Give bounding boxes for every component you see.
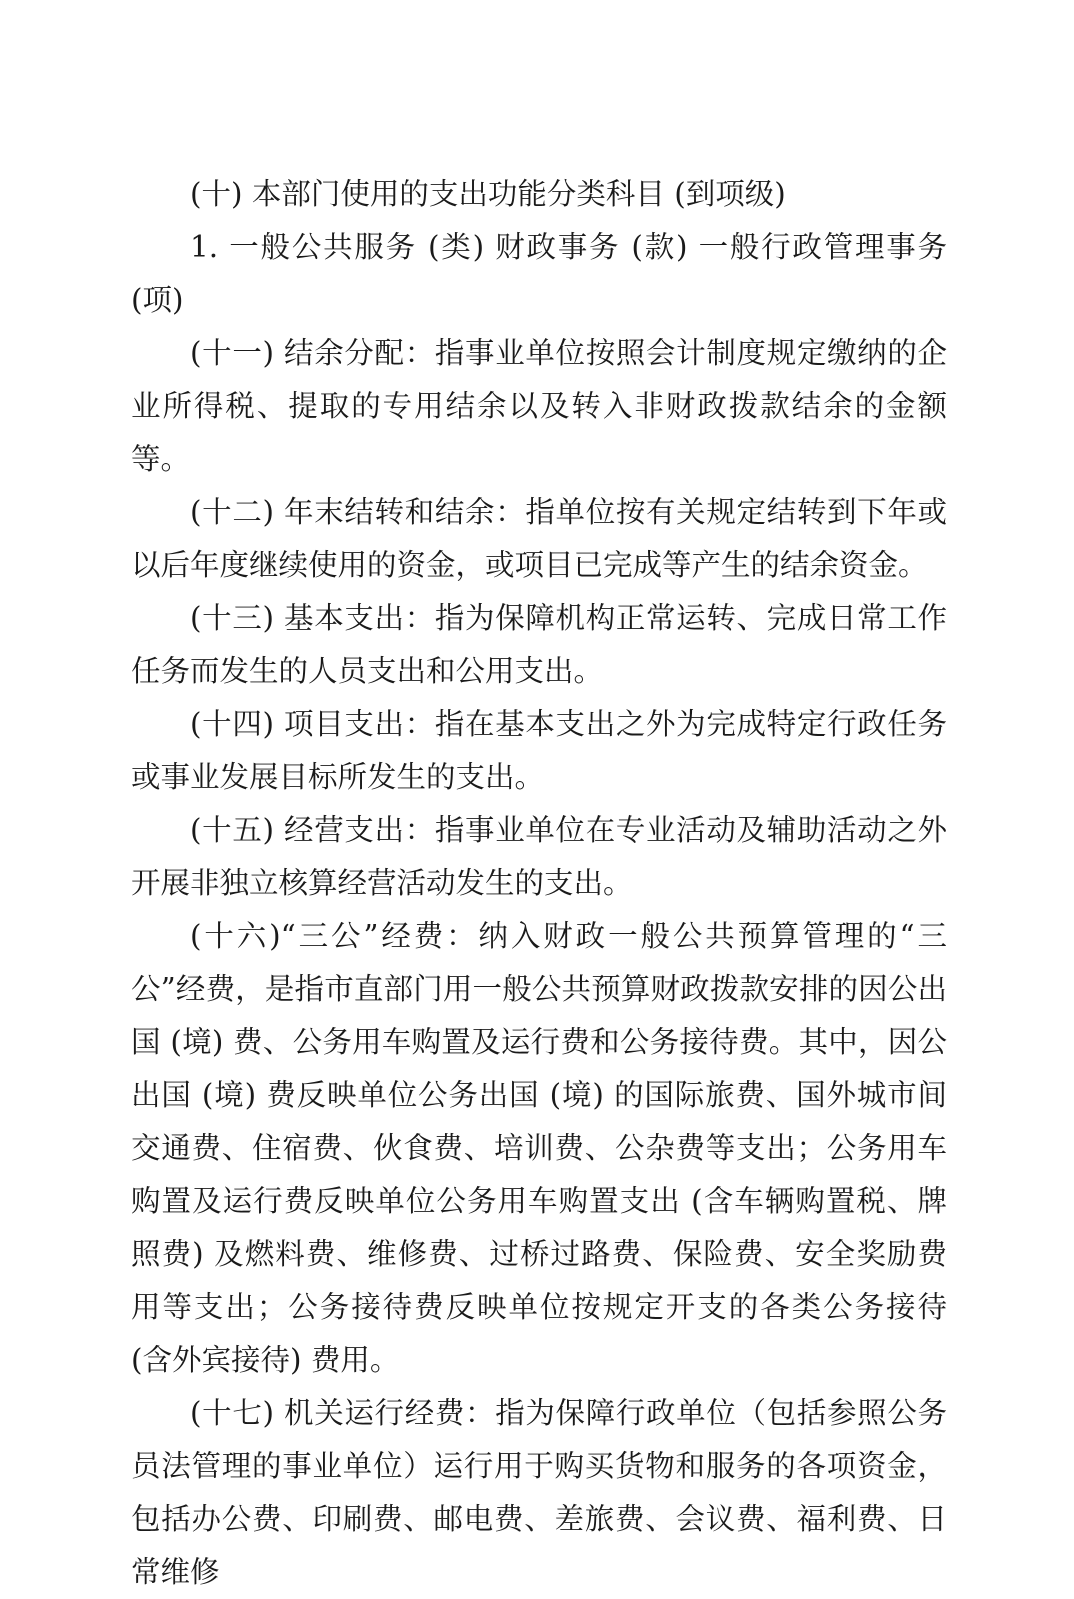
paragraph-section-17: (十七) 机关运行经费：指为保障行政单位（包括参照公务员法管理的事业单位）运行用于购买货物和服务的各项资金，包括办公费、印刷费、邮电费、差旅费、会议费、福利费、日常维修 [131, 1396, 947, 1589]
paragraph-section-10: (十) 本部门使用的支出功能分类科目 (到项级) [190, 177, 786, 211]
paragraph-section-16: (十六)“三公”经费：纳入财政一般公共预算管理的“三公”经费，是指市直部门用一般公共预算财政拨款安排的因公出国 (境) 费、公务用车购置及运行费和公务接待费。其中，因公出国 (境) 费反映单位公务出国 (境) 的国际旅费、国外城市间交通费、住宿费、伙食费、培训费、公杂费等支出；公务用车购置及运行费反映单位公务用车购置支出 (含车辆购置税、牌照费) 及燃料费、维修费、过桥过路费、保险费、安全奖励费用等支出；公务接待费反映单位按规定开支的各类公务接待 (含外宾接待) 费用。 [131, 919, 947, 1377]
paragraph-item-1: 1. 一般公共服务 (类) 财政事务 (款) 一般行政管理事务 (项) [131, 230, 947, 317]
paragraph-section-15: (十五) 经营支出：指事业单位在专业活动及辅助活动之外开展非独立核算经营活动发生的支出。 [131, 813, 947, 900]
paragraph-section-12: (十二) 年末结转和结余：指单位按有关规定结转到下年或以后年度继续使用的资金，或项目已完成等产生的结余资金。 [131, 495, 947, 582]
paragraph-section-11: (十一) 结余分配：指事业单位按照会计制度规定缴纳的企业所得税、提取的专用结余以及转入非财政拨款结余的金额等。 [131, 336, 947, 476]
paragraph-section-13: (十三) 基本支出：指为保障机构正常运转、完成日常工作任务而发生的人员支出和公用支出。 [131, 601, 947, 688]
document-body [131, 168, 947, 1599]
paragraph-section-14: (十四) 项目支出：指在基本支出之外为完成特定行政任务或事业发展目标所发生的支出。 [131, 707, 947, 794]
